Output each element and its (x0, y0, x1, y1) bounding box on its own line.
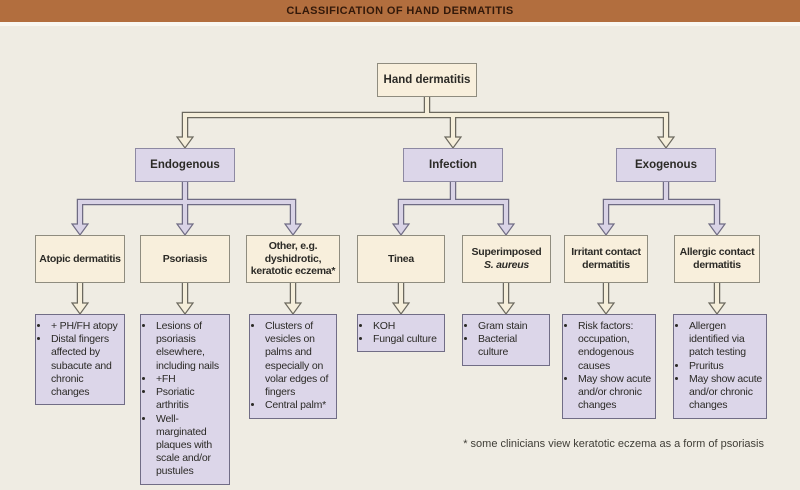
node-hand-dermatitis (377, 63, 477, 97)
findings-other-eczema (249, 314, 337, 419)
findings-psoriasis (140, 314, 230, 485)
node-label: Superimposed (471, 246, 542, 259)
node-superimposed-s-aureus (462, 235, 551, 283)
bullet-list (565, 320, 653, 413)
node-endogenous (135, 148, 235, 182)
node-atopic-dermatitis (35, 235, 125, 283)
bullet-item: • Clusters of vesicles on palms and especially on volar edges of fingers (264, 320, 334, 399)
bullet-item: • Lesions of psoriasis elsewhere, including nails (155, 320, 227, 373)
footnote: * some clinicians view keratotic eczema as a form of psoriasis (463, 438, 764, 450)
findings-atopic-dermatitis (35, 314, 125, 405)
bullet-item: • May show acute and/or chronic changes (577, 373, 653, 413)
node-label: Allergic contact dermatitis (679, 246, 755, 271)
node-allergic-contact-dermatitis (674, 235, 760, 283)
bullet-item: • Distal fingers affected by subacute and chronic changes (50, 333, 122, 399)
bullet-item: • Pruritus (688, 360, 764, 373)
node-label: Atopic dermatitis (39, 252, 121, 265)
findings-allergic-contact (673, 314, 767, 419)
node-other-eczema (246, 235, 340, 283)
node-label: Endogenous (150, 158, 220, 171)
figure-title: CLASSIFICATION OF HAND DERMATITIS (286, 5, 514, 17)
bullet-item: • Psoriatic arthritis (155, 386, 227, 412)
bullet-item: • Fungal culture (372, 333, 442, 346)
node-infection (403, 148, 503, 182)
bullet-item: • Bacterial culture (477, 333, 547, 359)
bullet-list (252, 320, 334, 413)
findings-tinea (357, 314, 445, 352)
bullet-list (360, 320, 442, 346)
findings-irritant-contact (562, 314, 656, 419)
bullet-list (676, 320, 764, 413)
bullet-item: • May show acute and/or chronic changes (688, 373, 764, 413)
bullet-item: • Central palm* (264, 399, 334, 412)
bullet-item: • Well-marginated plaques with scale and/or pustules (155, 413, 227, 479)
node-label-species: S. aureus (483, 259, 530, 271)
bullet-list (38, 320, 122, 399)
bullet-item: • + PH/FH atopy (50, 320, 122, 333)
node-label: Psoriasis (162, 252, 208, 265)
node-irritant-contact-dermatitis (564, 235, 648, 283)
node-psoriasis (140, 235, 230, 283)
findings-s-aureus (462, 314, 550, 366)
bullet-item: • Gram stain (477, 320, 547, 333)
node-tinea (357, 235, 445, 283)
node-label: Exogenous (635, 158, 697, 171)
bullet-item: • Risk factors: occupation, endogenous causes (577, 320, 653, 373)
bullet-item: • Allergen identified via patch testing (688, 320, 764, 360)
bullet-list (465, 320, 547, 360)
node-label: Infection (429, 158, 477, 171)
bullet-item: • KOH (372, 320, 442, 333)
bullet-item: • +FH (155, 373, 227, 386)
node-label: Tinea (388, 252, 414, 265)
node-label: Hand dermatitis (383, 73, 471, 86)
node-exogenous (616, 148, 716, 182)
node-label: Other, e.g. dyshidrotic, keratotic eczema* (250, 239, 336, 278)
node-label: Irritant contact dermatitis (571, 246, 641, 271)
bullet-list (143, 320, 227, 479)
